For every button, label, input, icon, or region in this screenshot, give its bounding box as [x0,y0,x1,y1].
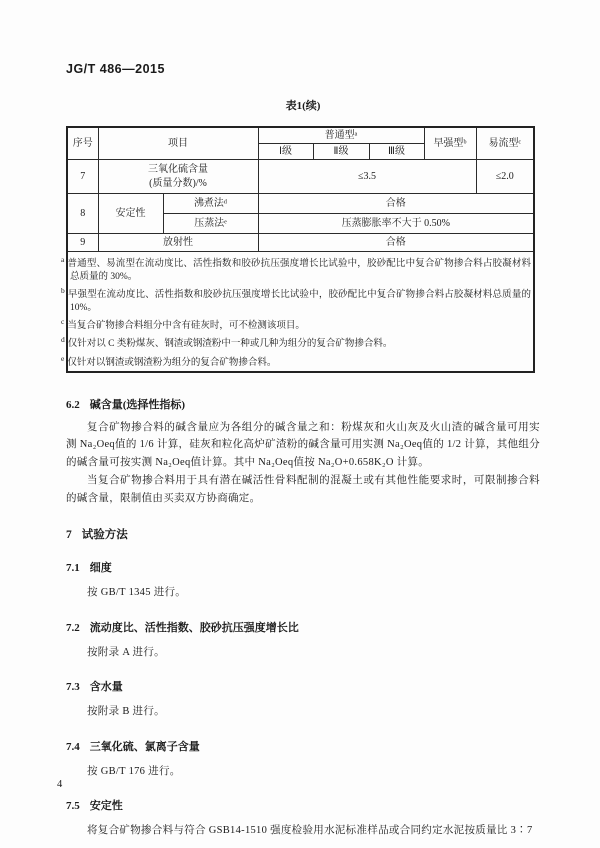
section-6-2-paragraph-1: 复合矿物掺合料的碱含量应为各组分的碱含量之和：粉煤灰和火山灰及火山渣的碱含量可用实测 Na₂Oeq值的 1/6 计算，硅灰和粒化高炉矿渣粉的碱含量可用实测 Na₂Oeq值的 1/2 计算，其他组分的碱含量可按实测 Na₂Oeq值计算。其中 Na₂Oeq值按 Na₂O+0.658K₂O 计算。 [66,421,540,468]
section-7-5-number: 7.5 [66,800,80,813]
section-7-3-heading [66,680,540,694]
row9-no: 9 [67,234,98,252]
chapter-7-heading [66,528,540,542]
section-7-5-body: 将复合矿物掺合料与符合 GSB14-1510 强度检验用水泥标准样品或合同约定水泥按质量比 3∶7 [87,825,533,837]
col-header-ordinary: 普通型ᵃ [258,127,424,144]
section-7-4-body: 按 GB/T 176 进行。 [87,765,181,777]
section-7-2-body: 按附录 A 进行。 [87,646,165,658]
section-7-3-number: 7.3 [66,681,80,694]
section-7-1-number: 7.1 [66,562,80,575]
table-row-9 [67,234,534,252]
section-6-2-number: 6.2 [66,398,80,411]
col-header-grade1: Ⅰ级 [258,144,313,160]
section-6-2-title: 碱含量(选择性指标) [89,398,186,411]
row8-value1: 合格 [258,194,534,214]
footnote-b [61,284,531,315]
chapter-7-number: 7 [66,529,72,542]
footnote-c-text: 当复合矿物掺合料组分中含有硅灰时，可不检测该项目。 [67,321,305,332]
footnote-b-text: 早强型在流动度比、活性指数和胶砂抗压强度增长比试验中，胶砂配比中复合矿物掺合料占胶凝材料总质量的 10%。 [67,290,531,314]
section-7-1-title: 细度 [89,562,112,575]
footnote-e [61,352,531,370]
table-footnotes-row [67,252,534,372]
row7-no: 7 [67,160,98,194]
section-7-5-heading [66,799,540,813]
table-caption: 表1(续) [285,100,321,112]
row7-value-main: ≤3.5 [258,160,476,194]
footnote-c [61,315,531,333]
footnote-d-marker: d [61,335,65,345]
section-7-4-title: 三氧化硫、氯离子含量 [89,740,200,753]
section-7-4-number: 7.4 [66,740,80,753]
section-7-4-heading [66,740,540,754]
footnote-e-text: 仅针对以钢渣或钢渣粉为组分的复合矿物掺合料。 [67,357,277,368]
row7-item-line1: 三氧化硫含量 [148,163,208,175]
footnote-c-marker: c [61,317,65,327]
section-6-2-heading [66,398,540,412]
chapter-7-title: 试验方法 [81,529,128,542]
footnote-a [61,253,531,284]
footnote-a-text: 普通型、易流型在流动度比、活性指数和胶砂抗压强度增长比试验中，胶砂配比中复合矿物掺合料占胶凝材料总质量的 30%。 [67,259,531,283]
table-row-8a [67,194,534,214]
section-7-5-title: 安定性 [89,800,123,813]
table-row-7 [67,160,534,194]
section-7-3-title: 含水量 [89,681,123,694]
col-header-item: 项目 [98,127,258,160]
row8-method1: 沸煮法ᵈ [163,194,258,214]
footnote-a-marker: a [61,255,65,264]
row7-value-flow: ≤2.0 [476,160,534,194]
row8-value2: 压蒸膨胀率不大于 0.50% [258,214,534,234]
section-7-1-body: 按 GB/T 1345 进行。 [87,587,187,599]
page-number: 4 [57,779,63,790]
footnote-e-marker: e [61,353,65,363]
footnote-d-text: 仅针对以 C 类粉煤灰、钢渣或钢渣粉中一种或几种为组分的复合矿物掺合料。 [67,339,393,350]
col-header-early: 早强型ᵇ [424,127,476,160]
col-header-no: 序号 [67,127,98,160]
table-header-row-1 [67,127,534,144]
section-7-1-heading [66,561,540,575]
row7-item-line2: (质量分数)/% [149,177,207,189]
section-7-2-heading [66,621,540,635]
section-7-3-body: 按附录 B 进行。 [87,706,165,718]
row9-value: 合格 [258,234,534,252]
table-footnotes [61,252,534,372]
col-header-grade3: Ⅲ级 [369,144,424,160]
section-7-2-title: 流动度比、活性指数、胶砂抗压强度增长比 [89,621,299,634]
col-header-grade2: Ⅱ级 [313,144,369,160]
row8-method2: 压蒸法ᵉ [163,214,258,234]
page-content [61,62,540,840]
section-6-2-paragraph-2: 当复合矿物掺合料用于具有潜在碱活性骨料配制的混凝土或有其他性能要求时，可限制掺合料的碱含量，限制值由买卖双方协商确定。 [66,475,540,504]
row8-no: 8 [67,194,98,234]
col-header-flow: 易流型ᶜ [476,127,534,160]
footnote-d [61,333,531,351]
standard-code: JG/T 486—2015 [66,62,165,76]
row8-item: 安定性 [98,194,163,234]
row9-item: 放射性 [98,234,258,252]
row7-item [98,160,258,194]
section-7-2-number: 7.2 [66,621,80,634]
spec-table [61,126,535,373]
footnote-b-marker: b [61,286,65,296]
